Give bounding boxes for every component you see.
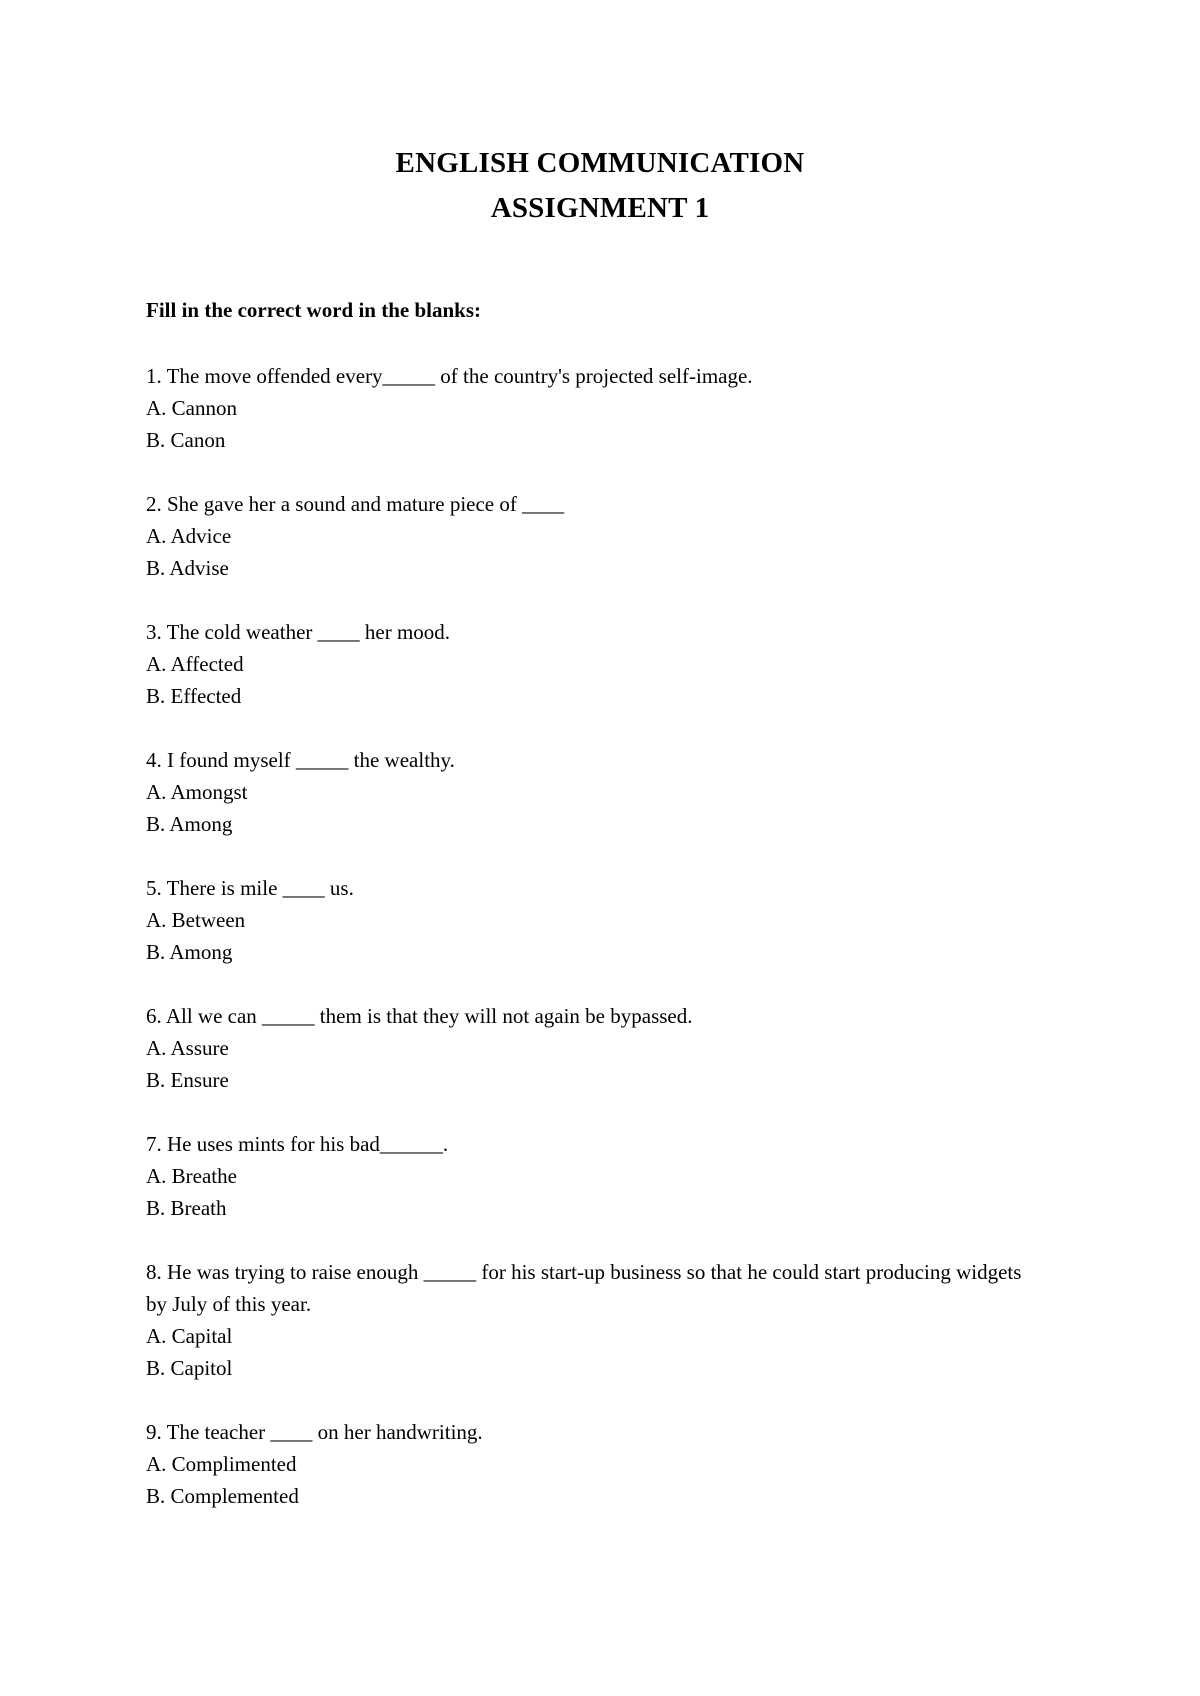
question-text: 7. He uses mints for his bad______. (146, 1132, 449, 1156)
document-title: ENGLISH COMMUNICATION (395, 147, 805, 179)
instruction-text: Fill in the correct word in the blanks: (146, 298, 482, 322)
question-text: 6. All we can _____ them is that they will not again be bypassed. (146, 1004, 693, 1028)
option-b: B. Canon (146, 428, 226, 452)
option-a: A. Cannon (146, 396, 237, 420)
option-b: B. Breath (146, 1196, 227, 1220)
question-text: 3. The cold weather ____ her mood. (146, 620, 451, 644)
option-a: A. Capital (146, 1324, 233, 1348)
option-b: B. Capitol (146, 1356, 233, 1380)
option-a: A. Amongst (146, 780, 248, 804)
option-a: A. Complimented (146, 1452, 297, 1476)
option-b: B. Advise (146, 556, 229, 580)
option-a: A. Affected (146, 652, 244, 676)
option-a: A. Breathe (146, 1164, 237, 1188)
option-a: A. Between (146, 908, 246, 932)
option-b: B. Among (146, 940, 233, 964)
option-b: B. Effected (146, 684, 242, 708)
question-1 (146, 360, 1046, 456)
question-list (146, 360, 1046, 1544)
option-a: A. Advice (146, 524, 232, 548)
question-5 (146, 872, 1046, 968)
question-text: 8. He was trying to raise enough _____ for his start-up business so that he could start producing widgets by July of this year. (146, 1260, 1022, 1316)
question-3 (146, 616, 1046, 712)
question-6 (146, 1000, 1046, 1096)
document-subtitle: ASSIGNMENT 1 (490, 192, 710, 224)
question-text: 4. I found myself _____ the wealthy. (146, 748, 455, 772)
option-b: B. Ensure (146, 1068, 229, 1092)
option-b: B. Complemented (146, 1484, 299, 1508)
question-text: 9. The teacher ____ on her handwriting. (146, 1420, 483, 1444)
question-text: 5. There is mile ____ us. (146, 876, 354, 900)
option-a: A. Assure (146, 1036, 229, 1060)
question-9 (146, 1416, 1046, 1512)
question-text: 1. The move offended every_____ of the country's projected self-image. (146, 364, 753, 388)
question-4 (146, 744, 1046, 840)
question-text: 2. She gave her a sound and mature piece of ____ (146, 492, 565, 516)
option-b: B. Among (146, 812, 233, 836)
question-8 (146, 1256, 1046, 1384)
question-2 (146, 488, 1046, 584)
question-7 (146, 1128, 1046, 1224)
